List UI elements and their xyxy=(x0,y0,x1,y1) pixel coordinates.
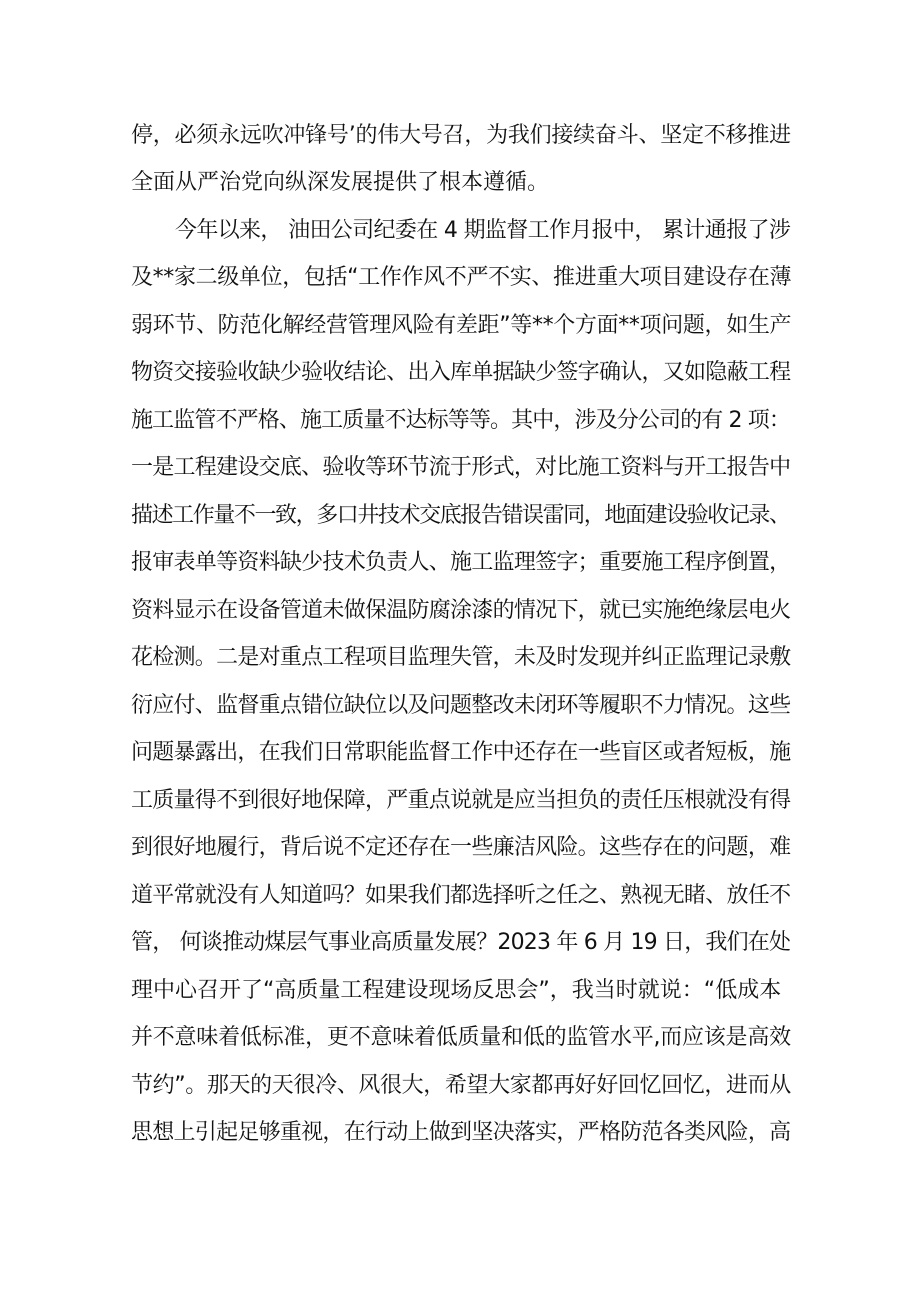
text-line: 思想上引起足够重视，在行动上做到坚决落实，严格防范各类风险，高 xyxy=(131,1120,791,1145)
text-line: 描述工作量不一致，多口井技术交底报告错误雷同，地面建设验收记录、 xyxy=(131,503,790,528)
text-line: 理中心召开了“高质量工程建设现场反思会”，我当时就说：“低成本 xyxy=(131,978,782,1003)
text-line: 并不意味着低标准，更不意味着低质量和低的监管水平,而应该是高效 xyxy=(131,1025,791,1050)
text-line: 衍应付、监督重点错位缺位以及问题整改未闭环等履职不力情况。这些 xyxy=(131,693,791,718)
text-line: 道平常就没有人知道吗？如果我们都选择听之任之、熟视无睹、放任不 xyxy=(131,883,791,908)
text-line: 停，必须永远吹冲锋号’的伟大号召，为我们接续奋斗、坚定不移推进 xyxy=(131,123,791,148)
text-line: 节约”。那天的天很冷、风很大，希望大家都再好好回忆回忆，进而从 xyxy=(131,1073,791,1098)
text-line: 资料显示在设备管道未做保温防腐涂漆的情况下，就已实施绝缘层电火 xyxy=(131,598,791,623)
text-line: 及**家二级单位，包括“工作作风不严不实、推进重大项目建设存在薄 xyxy=(131,265,792,290)
text-line: 报审表单等资料缺少技术负责人、施工监理签字；重要施工程序倒置， xyxy=(131,550,791,575)
text-line: 管， 何谈推动煤层气事业高质量发展？2023 年 6 月 19 日，我们在处 xyxy=(131,930,791,955)
text-line: 到很好地履行，背后说不定还存在一些廉洁风险。这些存在的问题，难 xyxy=(131,835,791,860)
text-line: 一是工程建设交底、验收等环节流于形式，对比施工资料与开工报告中 xyxy=(131,455,791,480)
text-line: 问题暴露出，在我们日常职能监督工作中还存在一些盲区或者短板，施 xyxy=(131,740,791,765)
text-line: 物资交接验收缺少验收结论、出入库单据缺少签字确认，又如隐蔽工程 xyxy=(131,360,791,385)
text-line: 全面从严治党向纵深发展提供了根本遵循。 xyxy=(131,170,550,195)
paragraph-first-line: 今年以来， 油田公司纪委在 4 期监督工作月报中， 累计通报了涉 xyxy=(175,218,791,243)
text-line: 工质量得不到很好地保障，严重点说就是应当担负的责任压根就没有得 xyxy=(131,788,791,813)
text-line: 花检测。二是对重点工程项目监理失管，未及时发现并纠正监理记录敷 xyxy=(131,645,791,670)
text-line: 弱环节、防范化解经营管理风险有差距”等**个方面**项问题，如生产 xyxy=(131,313,792,338)
text-line: 施工监管不严格、施工质量不达标等等。其中，涉及分公司的有 2 项： xyxy=(131,408,790,433)
